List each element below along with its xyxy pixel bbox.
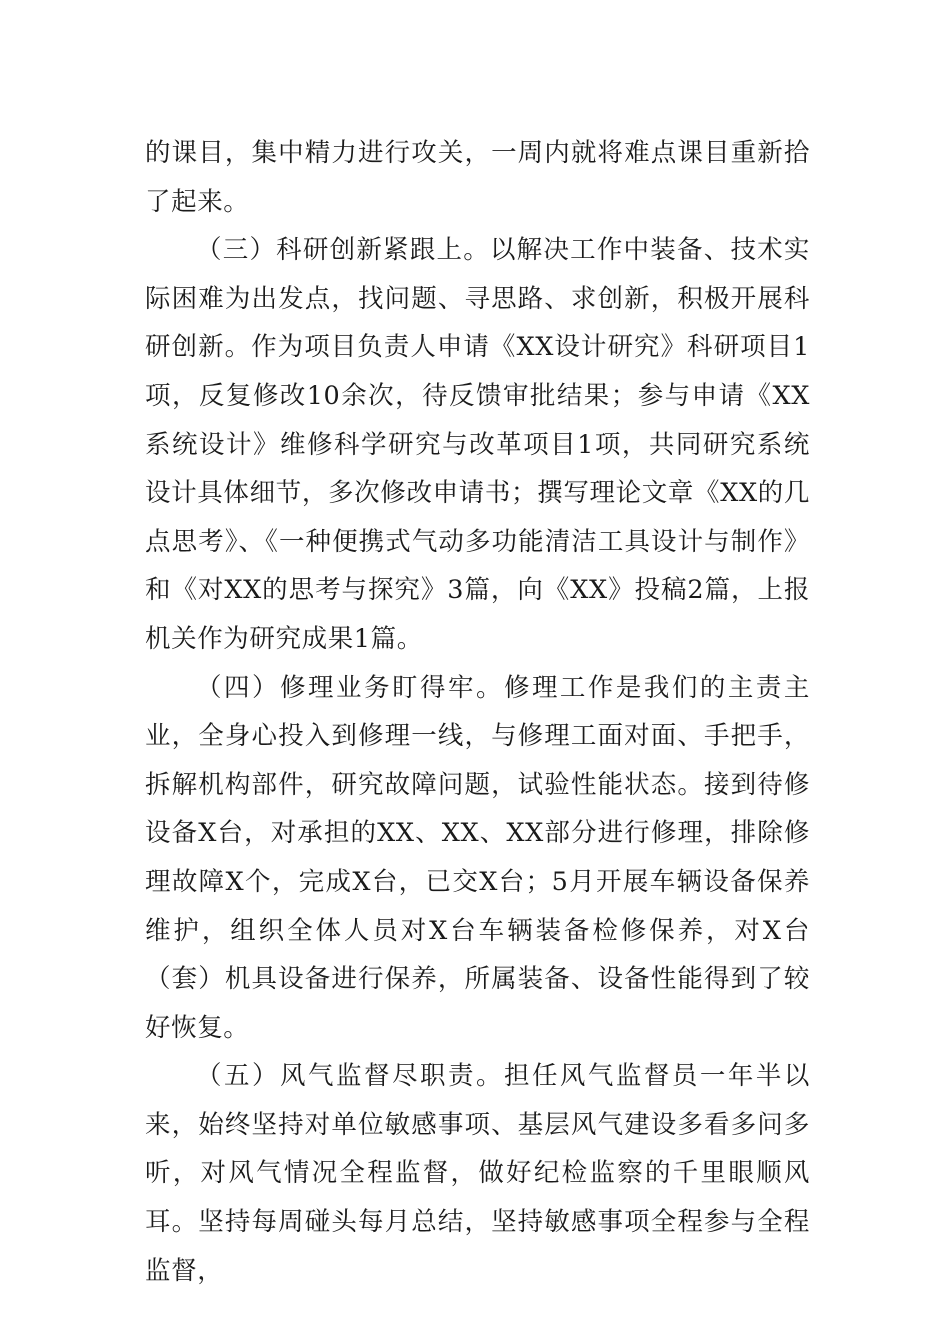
paragraph-repair-business: （四）修理业务盯得牢。修理工作是我们的主责主业，全身心投入到修理一线，与修理工面对面、手把手，拆解机构部件，研究故障问题，试验性能状态。接到待修设备X台，对承担的XX、XX、XX部分进行修理，排除修理故障X个，完成X台，已交X台；5月开展车辆设备保养维护，组织全体人员对X台车辆装备检修保养，对X台（套）机具设备进行保养，所属装备、设备性能得到了较好恢复。 [145, 672, 810, 1043]
document-body [145, 129, 810, 1295]
paragraph-style-supervision: （五）风气监督尽职责。担任风气监督员一年半以来，始终坚持对单位敏感事项、基层风气建设多看多问多听，对风气情况全程监督，做好纪检监察的千里眼顺风耳。坚持每周碰头每月总结，坚持敏感事项全程参与全程监督， [145, 1061, 810, 1286]
paragraph-continuation: 的课目，集中精力进行攻关，一周内就将难点课目重新拾了起来。 [145, 138, 810, 217]
paragraph-research-innovation: （三）科研创新紧跟上。以解决工作中装备、技术实际困难为出发点，找问题、寻思路、求创新，积极开展科研创新。作为项目负责人申请《XX设计研究》科研项目1项，反复修改10余次，待反馈审批结果；参与申请《XX系统设计》维修科学研究与改革项目1项，共同研究系统设计具体细节，多次修改申请书；撰写理论文章《XX的几点思考》、《一种便携式气动多功能清洁工具设计与制作》和《对XX的思考与探究》3篇，向《XX》投稿2篇，上报机关作为研究成果1篇。 [145, 235, 810, 654]
